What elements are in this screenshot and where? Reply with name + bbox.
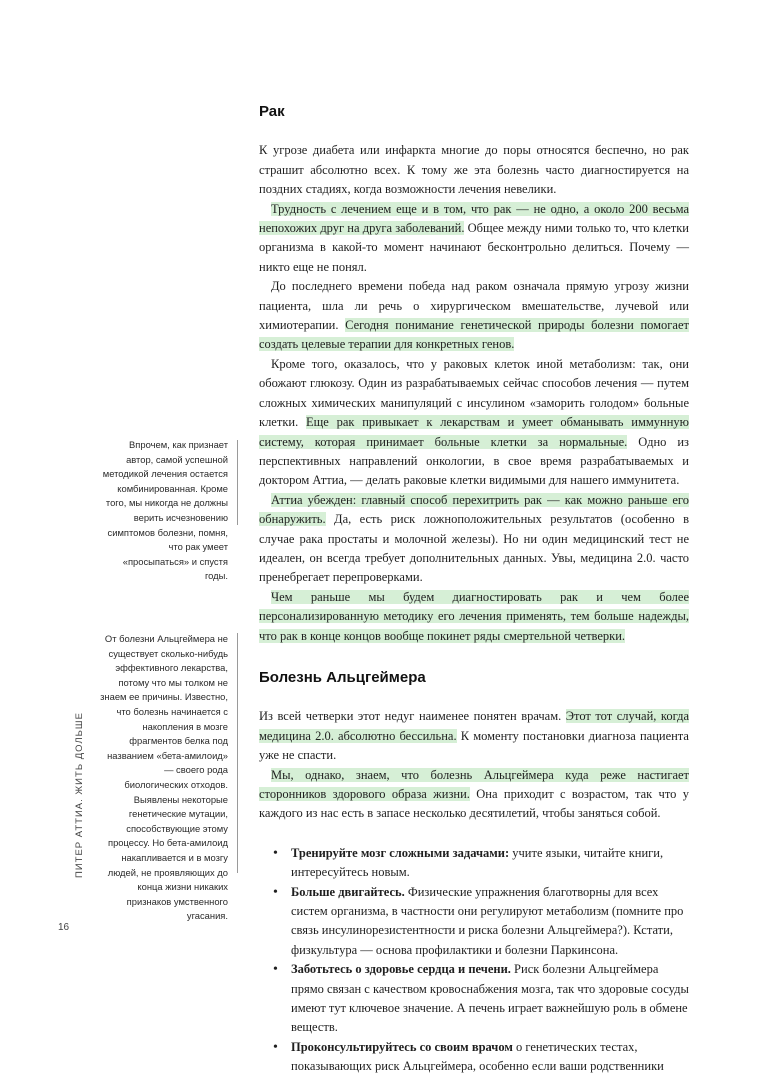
- highlighted-text: Трудность с лечением еще и в том, что рак — не одно, а около 200 весьма непохожих друг на друга заболеваний.: [259, 201, 689, 236]
- paragraph-text: Одно из перспективных направлений онкологии, в свое время разрабатываемых и доктором Аттиа, — делать раковые клетки видимыми для нашего иммунитета.: [259, 434, 689, 488]
- paragraph: [259, 277, 689, 355]
- paragraph: [259, 588, 689, 646]
- paragraph-text: Она приходит с возрастом, так что у каждого из нас есть в запасе несколько десятилетий, чтобы заняться собой.: [259, 787, 689, 821]
- sidenote-cancer-text: Впрочем, как признает автор, самой успешной методикой лечения остается комбинированная. Кроме того, мы никогда не должны верить исчезновению симптомов болезни, помня, что рак умеет «просыпаться» и спустя годы.: [102, 439, 228, 582]
- section-heading-cancer: Рак: [259, 103, 285, 120]
- sidenote-alzheimer: [100, 632, 228, 924]
- list-item-bold: Тренируйте мозг сложными задачами:: [291, 845, 510, 860]
- highlighted-text: Аттиа убежден: главный способ перехитрить рак — как можно раньше его обнаружить.: [259, 492, 689, 527]
- highlighted-text: Мы, однако, знаем, что болезнь Альцгеймера куда реже настигает сторонников здорового образа жизни.: [259, 767, 689, 801]
- sidenote-cancer: [100, 438, 228, 584]
- paragraph: [259, 491, 689, 588]
- paragraph-text: Кроме того, оказалось, что у раковых клеток иной метаболизм: так, они обожают глюкозу. Один из разрабатываемых сейчас способов лечения — путем сложных химических манипуляций с инсулином «заморить голодом» больные клетки.: [259, 356, 689, 430]
- running-title: ПИТЕР АТТИА. ЖИТЬ ДОЛЬШЕ: [74, 712, 85, 878]
- paragraph: [259, 200, 689, 278]
- highlighted-text: Еще рак привыкает к лекарствам и умеет обманывать иммунную систему, которая принимает больные клетки за нормальные.: [259, 415, 689, 449]
- sidenote-alzheimer-text: От болезни Альцгеймера не существует сколько-нибудь эффективного лекарства, потому что мы толком не знаем ее причины. Известно, что болезнь начинается с накопления в мозге фрагментов белка под названием «бета-амилоид» — своего рода биологических отходов. Выявлены некоторые генетические мутации, способствующие этому процессу. Но бета-амилоид накапливается и в мозгу людей, не проявляющих до конца жизни никаких признаков умственного угасания.: [100, 633, 228, 922]
- list-item-bold: Проконсультируйтесь со своим врачом: [291, 1039, 513, 1054]
- list-item: [291, 883, 689, 961]
- list-item-text: Риск болезни Альцгеймера прямо связан с качеством кровоснабжения мозга, так что здоровые сосуды имеют тут ключевое значение. А печень играет важнейшую роль в обмене веществ.: [291, 962, 689, 1035]
- section-heading-alzheimer: Болезнь Альцгеймера: [259, 668, 426, 686]
- highlighted-text: Чем раньше мы будем диагностировать рак и чем более персонализированную методику его лечения применять, тем больше надежды, что рак в конце концов вообще покинет ряды смертельной четверки.: [259, 589, 689, 643]
- list-item: [291, 844, 689, 883]
- paragraph: [259, 766, 689, 824]
- list-item: [291, 960, 689, 1038]
- list-item-text: о генетических тестах, показывающих риск Альцгеймера, особенно если ваши родственники: [291, 1039, 664, 1074]
- paragraph-text: К угрозе диабета или инфаркта многие до поры относятся беспечно, но рак страшит абсолютно всех. К тому же эта болезнь часто диагностируется на поздних стадиях, когда возможности лечения невелики.: [259, 143, 689, 197]
- paragraph-text: Из всей четверки этот недуг наименее понятен врачам.: [259, 709, 566, 724]
- paragraph-text: Общее между ними только то, что клетки организма в какой-то момент начинают бесконтрольно делиться. Почему — никто еще не понял.: [259, 221, 689, 274]
- paragraph-text: Да, есть риск ложноположительных результатов (особенно в случае рака простаты и молочной железы). Но ни один медицинский тест не идеален, он всегда требует дополнительных данных. Увы, медицина 2.0. часто пренебрегает перепроверками.: [259, 512, 689, 585]
- paragraph: [259, 141, 689, 199]
- paragraph-text: До последнего времени победа над раком означала прямую угрозу жизни пациента, шла ли речь о хирургическом вмешательстве, лучевой или химиотерапии.: [259, 279, 689, 333]
- paragraph: [259, 355, 689, 491]
- highlighted-text: Этот тот случай, когда медицина 2.0. абсолютно бессильна.: [259, 709, 689, 743]
- page-number: 16: [58, 922, 70, 933]
- sidenote-divider-1: [237, 440, 238, 525]
- tips-list: [259, 844, 689, 1077]
- highlighted-text: Сегодня понимание генетической природы болезни помогает создать целевые терапии для конкретных генов.: [259, 318, 689, 352]
- paragraph: [259, 707, 689, 765]
- list-item-text: учите языки, читайте книги, интересуйтесь новым.: [291, 845, 664, 880]
- list-item-bold: Заботьтесь о здоровье сердца и печени.: [291, 962, 511, 977]
- main-column: [259, 103, 689, 1077]
- paragraph-text: К моменту постановки диагноза пациента уже не спасти.: [259, 728, 689, 763]
- list-item-bold: Больше двигайтесь.: [291, 884, 405, 899]
- sidenote-divider-2: [237, 633, 238, 873]
- list-item: [291, 1038, 689, 1077]
- list-item-text: Физические упражнения благотворны для всех систем организма, в частности они регулируют метаболизм (помните про связь инсулинорезистентности и риска болезни Альцгеймера?). Кстати, физкультура — основа профилактики и болезни Паркинсона.: [291, 884, 684, 957]
